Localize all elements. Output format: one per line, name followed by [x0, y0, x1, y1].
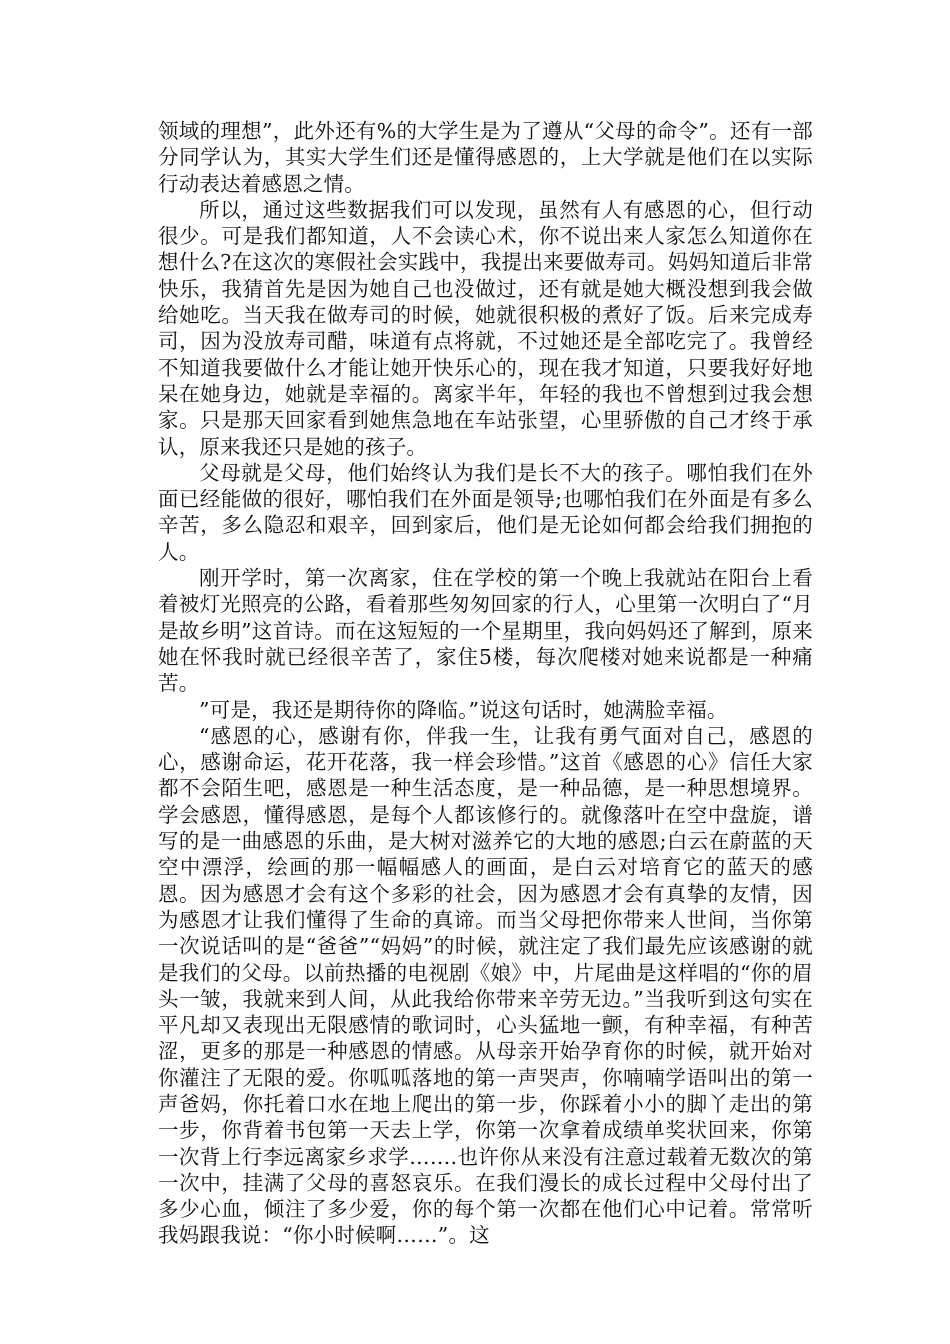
paragraph-2: 所以，通过这些数据我们可以发现，虽然有人有感恩的心，但行动很少。可是我们都知道，人不会读心术，你不说出来人家怎么知道你在想什么?在这次的寒假社会实践中，我提出来要做寿司。妈妈知道后非常快乐，我猜首先是因为她自己也没做过，还有就是她大概没想到我会做给她吃。当天我在做寿司的时候，她就很积极的煮好了饭。后来完成寿司，因为没放寿司醋，味道有点将就，不过她还是全部吃完了。我曾经不知道我要做什么才能让她开快乐心的，现在我才知道，只要我好好地呆在她身边，她就是幸福的。离家半年，年轻的我也不曾想到过我会想家。只是那天回家看到她焦急地在车站张望，心里骄傲的自己才终于承认，原来我还只是她的孩子。	[158, 197, 813, 459]
paragraph-3: 父母就是父母，他们始终认为我们是长不大的孩子。哪怕我们在外面已经能做的很好，哪怕我们在外面是领导;也哪怕我们在外面是有多么辛苦，多么隐忍和艰辛，回到家后，他们是无论如何都会给我们拥抱的人。	[158, 460, 813, 564]
paragraph-5: ”可是，我还是期待你的降临。”说这句话时，她满脸幸福。	[199, 697, 728, 722]
paragraph-6: “感恩的心，感谢有你，伴我一生，让我有勇气面对自己，感恩的心，感谢命运，花开花落，我一样会珍惜。”这首《感恩的心》信任大家都不会陌生吧，感恩是一种生活态度，是一种品德，是一种思想境界。学会感恩，懂得感恩，是每个人都该修行的。就像落叶在空中盘旋，谱写的是一曲感恩的乐曲，是大树对滋养它的大地的感恩;白云在蔚蓝的天空中漂浮，绘画的那一幅幅感人的画面，是白云对培育它的蓝天的感恩。因为感恩才会有这个多彩的社会，因为感恩才会有真挚的友情，因为感恩才让我们懂得了生命的真谛。而当父母把你带来人世间，当你第一次说话叫的是“爸爸”“妈妈”的时候，就注定了我们最先应该感谢的就是我们的父母。以前热播的电视剧《娘》中，片尾曲是这样唱的“你的眉头一皱，我就来到人间，从此我给你带来辛劳无边。”当我听到这句实在平凡却又表现出无限感情的歌词时，心头猛地一颤，有种幸福，有种苦涩，更多的那是一种感恩的情感。从母亲开始孕育你的时候，就开始对你灌注了无限的爱。你呱呱落地的第一声哭声，你喃喃学语叫出的第一声爸妈，你托着口水在地上爬出的第一步，你踩着小小的脚丫走出的第一步，你背着书包第一天去上学，你第一次拿着成绩单奖状回来，你第一次背上行李远离家乡求学…….也许你从来没有注意过载着无数次的第一次中，挂满了父母的喜怒哀乐。在我们漫长的成长过程中父母付出了多少心血，倾注了多少爱，你的每个第一次都在他们心中记着。常常听我妈跟我说：“你小时候啊……”。这	[158, 723, 813, 1248]
paragraph-4: 刚开学时，第一次离家，住在学校的第一个晚上我就站在阳台上看着被灯光照亮的公路，看着那些匆匆回家的行人，心里第一次明白了“月是故乡明”这首诗。而在这短短的一个星期里，我向妈妈还了解到，原来她在怀我时就已经很辛苦了，家住5楼，每次爬楼对她来说都是一种痛苦。	[158, 566, 813, 696]
body-text	[158, 118, 813, 1249]
paragraph-1: 领域的理想”，此外还有%的大学生是为了遵从“父母的命令”。还有一部分同学认为，其实大学生们还是懂得感恩的，上大学就是他们在以实际行动表达着感恩之情。	[158, 119, 813, 196]
